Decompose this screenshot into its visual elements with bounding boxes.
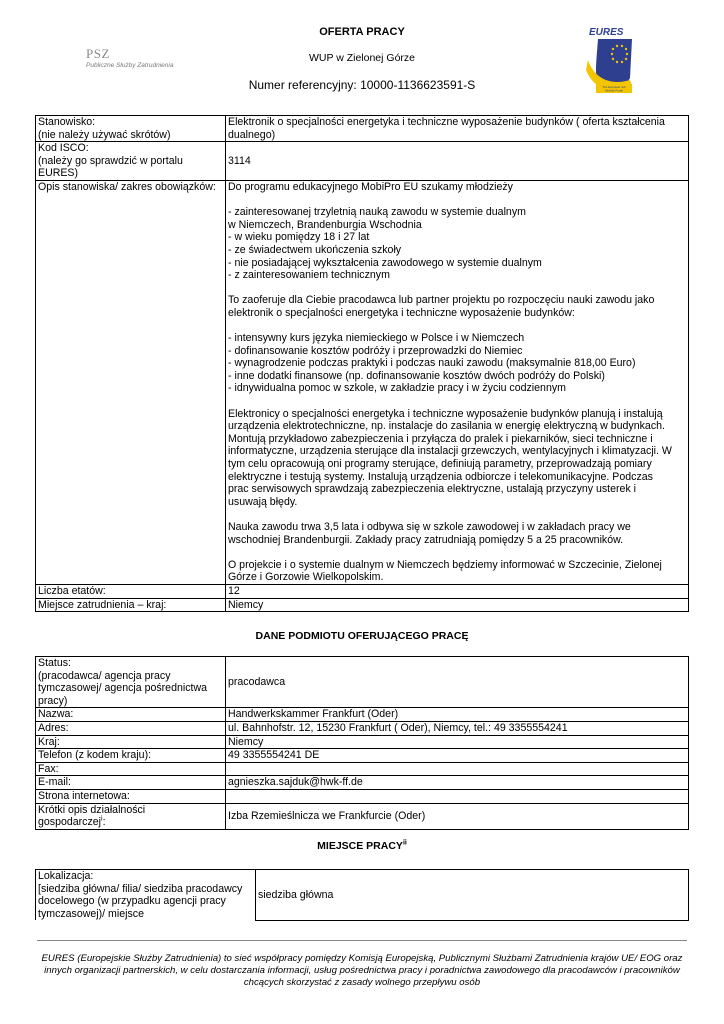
offer-title: OFERTA PRACY	[319, 26, 405, 38]
reference-number: Numer referencyjny: 10000-1136623591-S	[248, 78, 476, 92]
psz-logo-text: PSZ	[86, 46, 110, 61]
phone-value: 49 3355554241 DE	[226, 749, 689, 763]
business-description-label: Krótki opis działalności gospodarczej$^i$:	[36, 803, 226, 829]
email-label: E-mail:	[36, 776, 226, 790]
location-value: siedziba główna	[256, 870, 689, 921]
status-value: pracodawca	[226, 657, 689, 708]
paragraph-gap	[228, 546, 686, 559]
psz-logo-subtext: Publiczne Służby Zatrudnienia	[86, 62, 174, 69]
table-row	[36, 870, 689, 921]
employer-country-label: Kraj:	[36, 735, 226, 749]
table-row	[36, 116, 689, 142]
description-paragraph	[228, 521, 686, 546]
fax-label: Fax:	[36, 762, 226, 776]
paragraph-gap	[228, 395, 686, 408]
description-line: Montują przykładowo zabezpieczenia i przyłącza do pralek i piekarników, sieci techniczne i	[228, 432, 653, 445]
description-paragraph	[228, 294, 686, 319]
table-row	[36, 803, 689, 829]
table-row	[36, 776, 689, 790]
table-row	[36, 789, 689, 803]
fax-value	[226, 762, 689, 776]
description-line: elektronik o specjalności energetyka i techniczne wyposażenie budynków:	[228, 306, 575, 319]
employer-section-title: DANE PODMIOTU OFERUJĄCEGO PRACĘ	[255, 630, 469, 642]
table-row	[36, 708, 689, 722]
description-line: Górze i Gorzowie Wielkopolskim.	[228, 571, 384, 584]
description-line: elektryczne i testują systemy. Instalują urządzenia odbiorcze i telekomunikacyjne. Podczas	[228, 470, 653, 483]
description-line: Nauka zawodu trwa 3,5 lata i odbywa się w szkole zawodowej i w zakładach pracy we	[228, 521, 631, 533]
table-row	[36, 749, 689, 763]
description-paragraph	[228, 559, 686, 584]
description-line: - intensywny kurs języka niemieckiego w Polsce i w Niemczech	[228, 332, 525, 345]
description-value	[226, 180, 689, 584]
footnote-marker[interactable]: i	[101, 815, 103, 823]
footnote-marker[interactable]: ii	[402, 839, 407, 847]
table-row	[36, 735, 689, 749]
status-label: Status: (pracodawca/ agencja pracy tymczasowej/ agencja pośrednictwa pracy)	[36, 657, 226, 708]
paragraph-gap	[228, 508, 686, 521]
country-value: Niemcy	[226, 598, 689, 612]
description-line: - idnywidualna pomoc w szkole, w zakładzie pracy i w życiu codziennym	[228, 382, 566, 395]
description-line: prac serwisowych sprawdzają zabezpieczenia elektryczne, ustalają przyczyny usterek i	[228, 483, 637, 496]
eures-logo-subtext-1: The European Job	[602, 85, 626, 89]
address-value: ul. Bahnhofstr. 12, 15230 Frankfurt ( Oder), Niemcy, tel.: 49 3355554241	[226, 721, 689, 735]
employer-table	[35, 656, 689, 830]
description-line: wschodniej Brandenburgii. Zakłady pracy zatrudniają pomiędzy 5 a 25 pracowników.	[228, 533, 624, 546]
website-label: Strona internetowa:	[36, 789, 226, 803]
description-paragraph	[228, 206, 686, 282]
name-label: Nazwa:	[36, 708, 226, 722]
country-label: Miejsce zatrudnienia – kraj:	[36, 598, 226, 612]
workplace-section-title: MIEJSCE PRACY$^{ii}$	[317, 839, 407, 852]
description-line: w Niemczech, Brandenburgia Wschodnia	[228, 218, 422, 231]
phone-label: Telefon (z kodem kraju):	[36, 749, 226, 763]
address-label: Adres:	[36, 721, 226, 735]
footer-divider	[37, 940, 687, 941]
description-paragraph	[228, 181, 686, 194]
isco-value: 3114	[226, 142, 689, 181]
description-line: Elektronicy o specjalności energetyka i techniczne wyposażenie budynków planują i instalują	[228, 407, 663, 420]
table-row	[36, 142, 689, 181]
description-line: urządzenia elektrotechniczne, np. instalacje do zasilania w energię elektryczną w budynkach.	[228, 420, 665, 433]
description-line: - nie posiadającej wykształcenia zawodowego w systemie dualnym	[228, 256, 542, 269]
description-paragraph	[228, 408, 686, 509]
description-line: - wynagrodzenie podczas praktyki i podczas nauki zawodu (maksymalnie 818,00 Euro)	[228, 357, 636, 370]
paragraph-gap	[228, 194, 686, 207]
position-label: Stanowisko: (nie należy używać skrótów)	[36, 116, 226, 142]
footer-text: EURES (Europejskie Służby Zatrudnienia) to sieć współpracy pomiędzy Komisją Europejską, Publicznymi Służbami Zatrudnienia krajów UE/ EOG oraz innych organizacji partnerskich, w celu dostarczania informacji, usług pośrednictwa pracy i poradnictwa zawodowego dla pracodawców i pracowników chcących skorzystać z zasady wolnego przepływu osób	[41, 953, 683, 988]
fte-value: 12	[226, 584, 689, 598]
table-row	[36, 721, 689, 735]
table-row	[36, 180, 689, 584]
description-paragraph	[228, 332, 686, 395]
workplace-table	[35, 869, 689, 921]
description-line: To zaoferuje dla Ciebie pracodawca lub partner projektu po rozpoczęciu nauki zawodu jako	[228, 294, 655, 307]
eures-logo	[584, 26, 644, 99]
description-line: - inne dodatki finansowe (np. dofinansowanie kosztów dwóch podróży do Polski)	[228, 369, 605, 382]
description-line: - dofinansowanie kosztów podróży i przeprowadzki do Niemiec	[228, 344, 523, 357]
offer-table	[35, 115, 689, 612]
email-value: agnieszka.sajduk@hwk-ff.de	[226, 776, 689, 790]
description-line: - zainteresowanej trzyletnią nauką zawodu w systemie dualnym	[228, 206, 526, 219]
eures-logo-icon	[584, 26, 644, 96]
description-line: O projekcie i o systemie dualnym w Niemczech będziemy informować w Szczecinie, Zielonej	[228, 558, 662, 571]
position-value: Elektronik o specjalności energetyka i techniczne wyposażenie budynków ( oferta kształcenia dualnego)	[226, 116, 689, 142]
description-line: Do programu edukacyjnego MobiPro EU szukamy młodzieży	[228, 180, 513, 193]
name-value: Handwerkskammer Frankfurt (Oder)	[226, 708, 689, 722]
paragraph-gap	[228, 282, 686, 295]
table-row	[36, 762, 689, 776]
eures-logo-subtext-2: Mobility Portal	[605, 88, 623, 93]
fte-label: Liczba etatów:	[36, 584, 226, 598]
description-line: - z zainteresowaniem technicznym	[228, 269, 390, 282]
employer-country-value: Niemcy	[226, 735, 689, 749]
table-row	[36, 598, 689, 612]
psz-logo	[86, 46, 173, 69]
location-label: Lokalizacja: [siedziba główna/ filia/ siedziba pracodawcy docelowego (w przypadku agencji pracy tymczasowej)/ miejsce	[36, 870, 256, 921]
description-line: - ze świadectwem ukończenia szkoły	[228, 243, 402, 256]
paragraph-gap	[228, 320, 686, 333]
isco-label: Kod ISCO: (należy go sprawdzić w portalu EURES)	[36, 142, 226, 181]
table-row	[36, 657, 689, 708]
description-line: tym celu opracowują oni programy sterujące, definiują parametry, przeprowadzają pomiary	[228, 458, 652, 471]
description-line: usuwają błędy.	[228, 495, 298, 508]
description-line: informatyczne, urządzenia sterujące dla instalacji grzewczych, wentylacyjnych i klimatyzacji. W	[228, 445, 672, 458]
website-value	[226, 789, 689, 803]
description-label: Opis stanowiska/ zakres obowiązków:	[36, 180, 226, 584]
business-description-value: Izba Rzemieślnicza we Frankfurcie (Oder)	[226, 803, 689, 829]
office-name: WUP w Zielonej Górze	[308, 52, 415, 64]
description-line: - w wieku pomiędzy 18 i 27 lat	[228, 231, 370, 244]
table-row	[36, 584, 689, 598]
eures-logo-text: EURES	[589, 27, 624, 38]
